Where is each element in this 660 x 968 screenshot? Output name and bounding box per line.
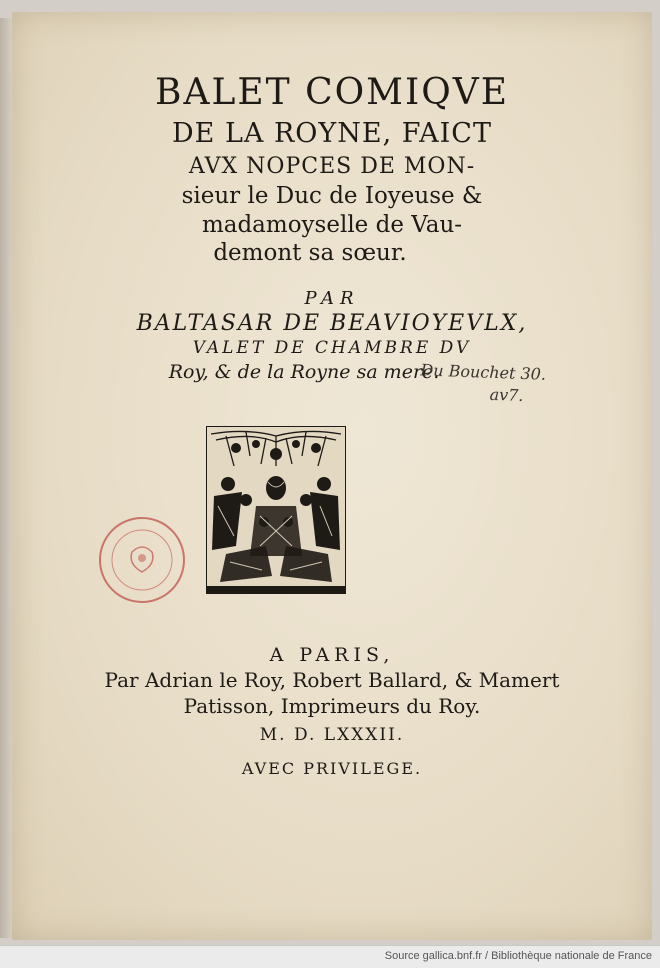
imprint-year: M. D. LXXXII.: [259, 725, 405, 745]
source-credit: Source gallica.bnf.fr / Bibliothèque nationale de France: [384, 950, 652, 962]
handwritten-note-line-1: Du Bouchet 30.: [420, 360, 547, 384]
library-stamp: [96, 514, 188, 606]
imprint-privilege: AVEC PRIVILEGE.: [241, 759, 423, 778]
handwritten-note: [419, 359, 570, 408]
imprint-city: A PARIS,: [269, 644, 395, 666]
author-line-3: Roy, & de la Royne sa mere.: [168, 361, 440, 383]
author-line-1: BALTASAR DE BEAVIOYEVLX,: [136, 311, 528, 336]
title-line-6: demont sa sœur.: [213, 240, 407, 266]
imprint-printers-1: Par Adrian le Roy, Robert Ballard, & Mamert: [104, 668, 560, 692]
title-line-1: BALET COMIQVE: [154, 72, 510, 113]
title-line-2: DE LA ROYNE, FAICT: [172, 118, 492, 149]
imprint-printers-2: Patisson, Imprimeurs du Roy.: [183, 694, 481, 718]
title-line-5: madamoyselle de Vau-: [201, 212, 463, 238]
by-label: PAR: [304, 288, 360, 309]
title-line-3: AVX NOPCES DE MON-: [188, 154, 476, 179]
title-line-4: sieur le Duc de Ioyeuse &: [181, 183, 483, 209]
source-footer: [0, 945, 660, 968]
author-line-2: VALET DE CHAMBRE DV: [192, 338, 472, 358]
handwritten-note-line-2: av7.: [489, 384, 524, 405]
woodcut-illustration: [206, 426, 346, 594]
